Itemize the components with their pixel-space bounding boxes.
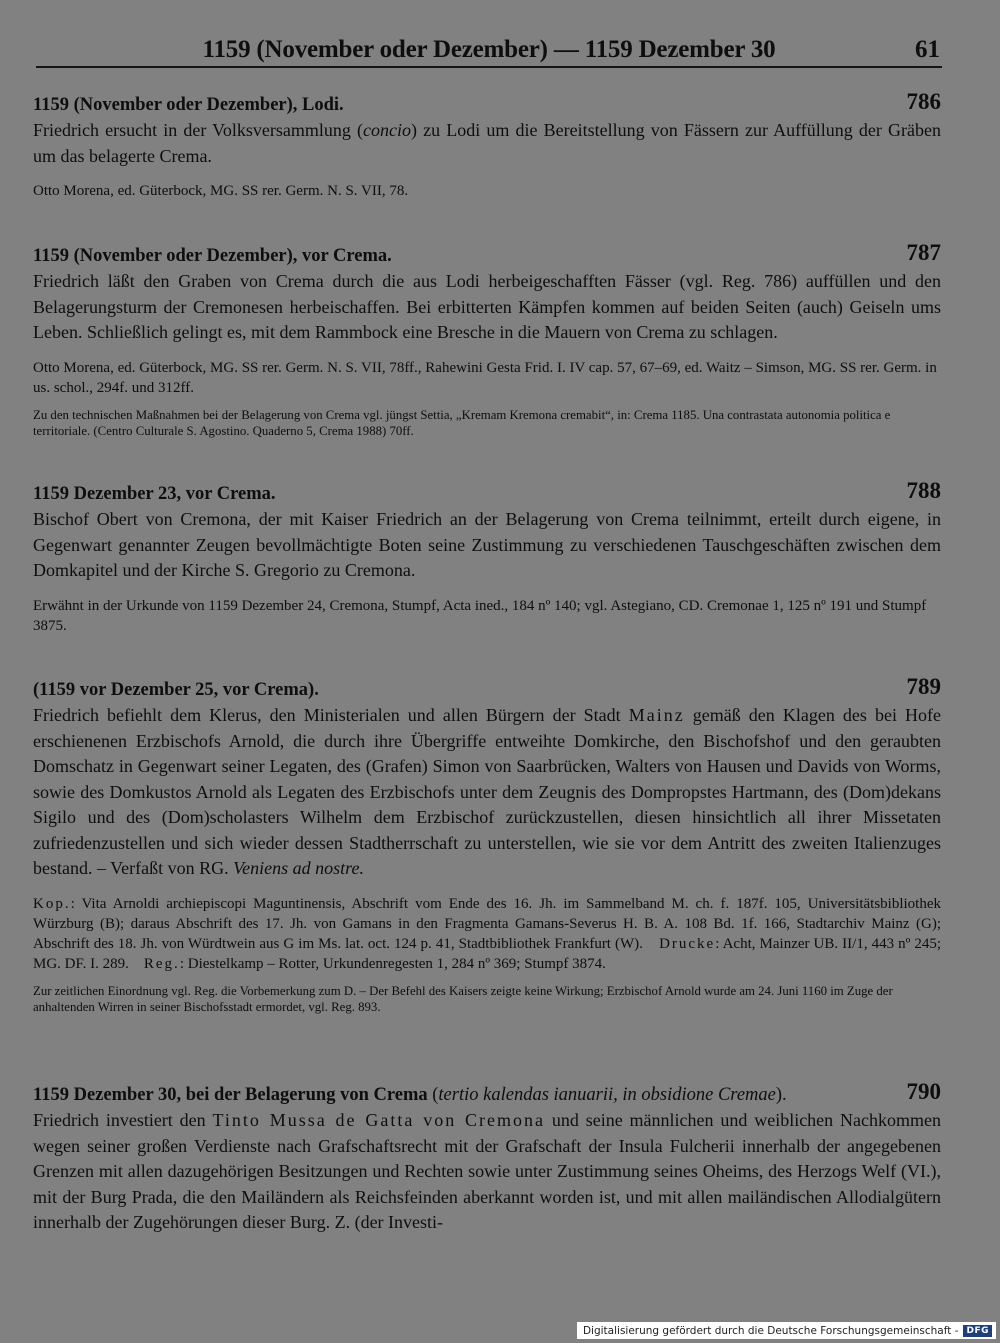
entry-date-place: 1159 Dezember 23, vor Crema. — [33, 484, 276, 504]
credit-text: Digitalisierung gefördert durch die Deutsche Forschungsgemeinschaft - — [582, 1324, 959, 1337]
text-segment: gemäß den Klagen des bei Hofe erschienenen Erzbischofs Arnold, die durch ihre Übergriffe entweihte Domkirche, den Bischofshof und den geraubten Domschatz in Gegenwart seiner Legaten, des (Grafen) Simon von Saarbrücken, Walters von Hausen und Davids von Worms, sowie des Domkustos Arnold als Legaten des Erzbischofs unter dem Zeugnis des Dompropstes Hartmann, des (Dom)dekans Sigilo und des (Dom)scholasters Wilhelm dem Erzbischof zurückzustellen, diesen hinsichtlich all ihrer Missetaten zufriedenzustellen und sich wieder dessen Stadtherrschaft zu unterstellen, wie sie vor dem Antritt des zweiten Italienzuges bestand. – Verfaßt von RG. — [33, 705, 941, 878]
text-spaced: Tinto Mussa de Gatta von Cremona — [212, 1110, 546, 1130]
entry-number: 787 — [906, 240, 941, 265]
page-number: 61 — [915, 36, 940, 63]
entry-number: 789 — [906, 674, 941, 699]
text-segment: ( — [427, 1085, 439, 1105]
entry-number: 790 — [906, 1079, 941, 1104]
entry-heading — [33, 240, 941, 269]
entry-heading — [33, 1079, 941, 1108]
text-italic: Veniens ad nostre. — [233, 858, 364, 878]
entry-text: Friedrich läßt den Graben von Crema durch die aus Lodi herbeigeschafften Fässer (vgl. Reg. 786) auffüllen und den Belagerungsturm der Cremonesen herbeischaffen. Bei erbitterten Kämpfen kommen auf beiden Seiten (auch) Geiseln ums Leben. Schließlich gelingt es, mit dem Rammbock eine Bresche in die Mauern von Crema zu schlagen. — [33, 271, 941, 342]
regest-entry-789 — [33, 674, 941, 1015]
entry-heading — [33, 674, 941, 703]
text-segment: ) zu Lodi um die Bereitstellung von Fässern zur Auffüllung der Gräben um das belagerte Crema. — [33, 120, 941, 166]
entry-text — [33, 1108, 941, 1236]
entry-date-place: 1159 (November oder Dezember), vor Crema. — [33, 246, 392, 266]
text-italic: concio — [362, 120, 411, 140]
source-text: : Vita Arnoldi archiepiscopi Maguntinensis, Abschrift vom Ende des 16. Jh. im Sammelband M. ch. f. 187f. 105, Universitätsbibliothek Würzburg (B); daraus Abschrift des 17. Jh. von Gamans in den Fragmenta Gamans-Severus H. B. A. 108 Bd. 1f. 166, Stadtarchiv Mainz (G); Abschrift des 18. Jh. von Würdtwein aus G im Ms. lat. oct. 124 p. 41, Stadtbibliothek Frankfurt (W). — [33, 895, 941, 952]
source-label: Kop. — [33, 895, 71, 912]
source-label: Reg. — [143, 955, 180, 972]
text-segment: ). — [775, 1085, 787, 1105]
entry-note: Zur zeitlichen Einordnung vgl. Reg. die Vorbemerkung zum D. – Der Befehl des Kaisers zeigte keine Wirkung; Erzbischof Arnold wurde am 24. Juni 1160 im Zuge der anhaltenden Wirren in seiner Bischofsstadt ermordet, vgl. Reg. 893. — [33, 983, 893, 1014]
source-text: : Diestelkamp – Rotter, Urkundenregesten 1, 284 nº 369; Stumpf 3874. — [179, 955, 606, 972]
entry-heading — [33, 478, 941, 507]
entry-date-place: (1159 vor Dezember 25, vor Crema). — [33, 680, 319, 700]
dfg-logo: DFG — [963, 1325, 992, 1337]
entry-date-place: 1159 (November oder Dezember), Lodi. — [33, 95, 344, 115]
entry-source — [33, 894, 941, 974]
source-text: : Acht, Mainzer UB. II/1, 443 nº 245; MG. DF. I. 289. — [33, 935, 941, 972]
entry-note: Zu den technischen Maßnahmen bei der Belagerung von Crema vgl. jüngst Settia, „Kremam Kremona cremabit“, in: Crema 1185. Una contrastata autonomia politica e territoriale. (Centro Culturale S. Agostino. Quaderno 5, Crema 1988) 70ff. — [33, 407, 891, 438]
entry-text — [33, 703, 941, 882]
source-label: Drucke — [659, 935, 716, 952]
text-segment: Friedrich investiert den — [33, 1110, 213, 1130]
regest-entry-788 — [33, 478, 941, 636]
text-spaced: Mainz — [628, 705, 685, 725]
entry-text: Bischof Obert von Cremona, der mit Kaiser Friedrich an der Belagerung von Crema teilnimmt, erteilt durch eigene, in Gegenwart genannter Zeugen bevollmächtigte Boten seine Zustimmung zu verschiedenen Tauschgeschäften zwischen dem Domkapitel und der Kirche S. Gregorio zu Cremona. — [33, 509, 941, 580]
text-segment: Friedrich befiehlt dem Klerus, den Ministerialen und allen Bürgern der Stadt — [33, 705, 629, 725]
entry-source: Otto Morena, ed. Güterbock, MG. SS rer. Germ. N. S. VII, 78ff., Rahewini Gesta Frid. I. IV cap. 57, 67–69, ed. Waitz – Simson, MG. SS rer. Germ. in us. schol., 294f. und 312ff. — [33, 359, 937, 396]
entry-source: Otto Morena, ed. Güterbock, MG. SS rer. Germ. N. S. VII, 78. — [33, 183, 409, 199]
regest-entry-786 — [33, 89, 941, 201]
text-segment: Friedrich ersucht in der Volksversammlung ( — [33, 120, 363, 140]
regest-entry-790 — [33, 1079, 941, 1236]
text-italic: tertio kalendas ianuarii, in obsidione Cremae — [438, 1085, 776, 1105]
page-header — [36, 34, 942, 68]
entry-number: 788 — [906, 478, 941, 503]
entry-heading — [33, 89, 941, 118]
entry-source: Erwähnt in der Urkunde von 1159 Dezember 24, Cremona, Stumpf, Acta ined., 184 nº 140; vgl. Astegiano, CD. Cremonae 1, 125 nº 191 und Stumpf 3875. — [33, 597, 927, 634]
entry-number: 786 — [906, 89, 941, 114]
entry-text — [33, 118, 941, 169]
regest-entry-787 — [33, 240, 941, 439]
entry-date-place: 1159 Dezember 30, bei der Belagerung von Crema — [33, 1085, 428, 1105]
digitization-credit — [577, 1322, 996, 1339]
running-title: 1159 (November oder Dezember) — 1159 Dezember 30 — [202, 36, 776, 63]
text-segment: und seine männlichen und weiblichen Nachkommen wegen seiner großen Verdienste nach Grafschaftsrecht mit der Grafschaft der Insula Fulcherii innerhalb der angegebenen Grenzen mit allen dazugehörigen Besitzungen und Rechten sowie unter Zustimmung seines Oheims, des Herzogs Welf (VI.), mit der Burg Prada, die den Mailändern als Reichsfeinden aberkannt worden ist, und mit allen mailändischen Allodialgütern innerhalb der Zugehörungen dieser Burg. Z. (der Investi- — [33, 1110, 941, 1232]
